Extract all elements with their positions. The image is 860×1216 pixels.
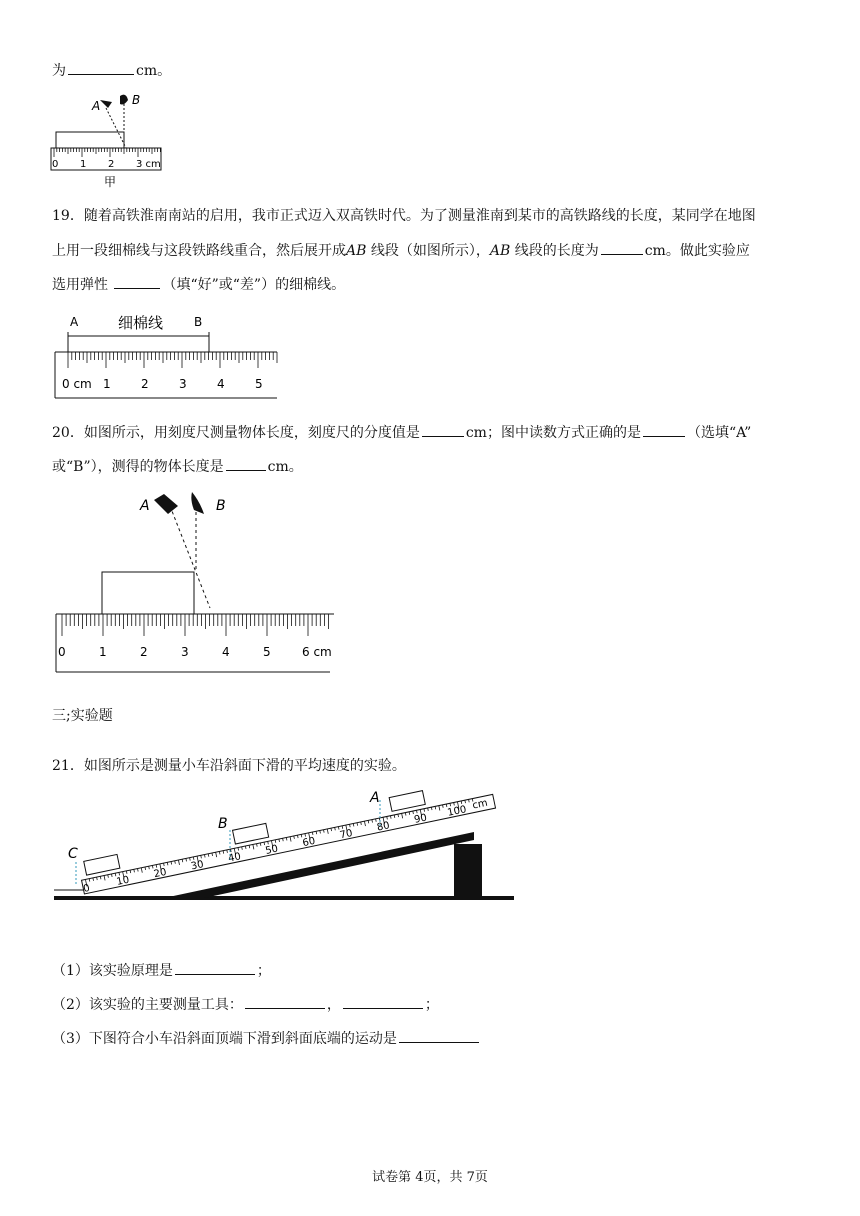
- thread-label: 细棉线: [118, 314, 164, 332]
- answer-blank[interactable]: [399, 1028, 479, 1043]
- answer-blank[interactable]: [422, 422, 464, 437]
- top-unit: cm。: [136, 63, 172, 79]
- top-prefix: 为: [52, 63, 66, 79]
- tick-label: 1: [99, 645, 107, 659]
- q19-text: 线段（如图所示），: [366, 243, 490, 259]
- section-title: 三;实验题: [52, 708, 113, 724]
- eye-b-icon: [120, 95, 128, 105]
- tick-label: 3: [181, 645, 189, 659]
- page-footer: 试卷第 4页，共 7页: [372, 1170, 488, 1185]
- q19-text: 线段的长度为: [510, 243, 599, 259]
- q20-text: （选填“A”: [686, 425, 752, 441]
- q19-text: 选用弹性: [52, 277, 108, 293]
- answer-blank[interactable]: [343, 994, 423, 1009]
- answer-blank[interactable]: [114, 274, 160, 289]
- answer-blank[interactable]: [643, 422, 685, 437]
- label-a: A: [70, 315, 79, 329]
- sight-line-a: [170, 506, 210, 608]
- tick-label: 3 cm: [136, 159, 161, 170]
- label-a: A: [92, 99, 101, 113]
- q19-text: （填“好”或“差”）的细棉线。: [162, 277, 346, 293]
- tick-label: 5: [263, 645, 271, 659]
- tick-label: 0: [58, 645, 66, 659]
- tick-label: 100: [446, 804, 468, 819]
- tick-label: 10: [115, 874, 131, 888]
- tick-label: 70: [338, 827, 354, 842]
- top-answer-line: [52, 60, 171, 81]
- unit-label: cm: [471, 797, 489, 812]
- q20-text: cm；图中读数方式正确的是: [465, 425, 641, 441]
- support-block: [454, 844, 482, 896]
- figure-caption: 甲: [104, 175, 117, 189]
- tick-label: 6 cm: [302, 645, 332, 659]
- cart-c: [84, 854, 120, 875]
- object-block: [56, 132, 124, 148]
- tick-label: 1: [80, 159, 87, 170]
- label-b: B: [218, 816, 228, 832]
- q21-text: （1）该实验原理是: [52, 963, 173, 979]
- tick-label: 30: [190, 859, 205, 873]
- q21-text: ，: [326, 997, 341, 1013]
- label-b: B: [132, 93, 141, 107]
- q21-text: （3）下图符合小车沿斜面顶端下滑到斜面底端的运动是: [52, 1031, 397, 1047]
- tick-label: 80: [376, 820, 391, 834]
- tick-label: 0: [82, 882, 91, 895]
- ruler-ticks: [62, 614, 329, 636]
- tick-label: 4: [222, 645, 230, 659]
- eye-a-icon: [100, 100, 112, 108]
- q21-part2: [52, 994, 439, 1015]
- cart-b: [233, 823, 269, 844]
- tick-label: 20: [152, 866, 168, 881]
- tick-label: 40: [227, 851, 242, 865]
- q21-text: ；: [424, 997, 439, 1013]
- q21-stem: 21．如图所示是测量小车沿斜面下滑的平均速度的实验。: [52, 758, 406, 774]
- q19-line2: [52, 240, 750, 261]
- answer-blank[interactable]: [245, 994, 325, 1009]
- q21-part3: [52, 1028, 481, 1049]
- q20-line1: [52, 422, 751, 443]
- figure-q20: [52, 486, 342, 676]
- q19-text: 上用一段细棉线与这段铁路线重合，然后展开成: [52, 243, 346, 259]
- label-c: C: [68, 846, 78, 862]
- label-a: A: [140, 498, 150, 514]
- answer-blank[interactable]: [175, 960, 255, 975]
- figure-q21: [54, 786, 520, 910]
- ruler-ticks: [68, 352, 277, 368]
- q19-ab: AB: [346, 243, 367, 259]
- eye-b-icon: [191, 492, 204, 514]
- tick-label: 90: [413, 812, 428, 826]
- eye-a-icon: [154, 494, 178, 514]
- figure-q19: [52, 310, 284, 402]
- tick-label: 1: [103, 377, 111, 391]
- q19-text: cm。做此实验应: [644, 243, 750, 259]
- tick-label: 60: [301, 835, 317, 850]
- tick-label: 2: [140, 645, 148, 659]
- label-b: B: [194, 315, 203, 329]
- answer-blank[interactable]: [68, 60, 134, 75]
- answer-blank[interactable]: [226, 456, 266, 471]
- tick-label: 2: [108, 159, 115, 170]
- label-b: B: [216, 498, 226, 514]
- q19-line3: [52, 274, 345, 295]
- tick-label: 0 cm: [62, 377, 92, 391]
- answer-blank[interactable]: [601, 240, 643, 255]
- tick-label: 4: [217, 377, 225, 391]
- q20-text: cm。: [267, 459, 303, 475]
- q20-text: 20．如图所示，用刻度尺测量物体长度，刻度尺的分度值是: [52, 425, 420, 441]
- q21-text: ；: [256, 963, 271, 979]
- object-block: [102, 572, 194, 614]
- label-a: A: [370, 790, 380, 806]
- sight-line-a: [106, 108, 126, 148]
- tick-label: 0: [52, 159, 59, 170]
- q21-text: （2）该实验的主要测量工具：: [52, 997, 243, 1013]
- figure-jia: [48, 90, 188, 190]
- q20-line2: [52, 456, 303, 477]
- tick-label: 3: [179, 377, 187, 391]
- q21-part1: [52, 960, 271, 981]
- tick-label: 2: [141, 377, 149, 391]
- tick-label: 5: [255, 377, 263, 391]
- q20-text: 或“B”），测得的物体长度是: [52, 459, 224, 475]
- ruler-ticks: [54, 148, 160, 157]
- cart-a: [389, 791, 425, 812]
- q19-line1: 19．随着高铁淮南南站的启用，我市正式迈入双高铁时代。为了测量淮南到某市的高铁路线的长度，某同学在地图: [52, 208, 756, 224]
- tick-label: 50: [264, 843, 280, 857]
- q19-ab: AB: [489, 243, 511, 259]
